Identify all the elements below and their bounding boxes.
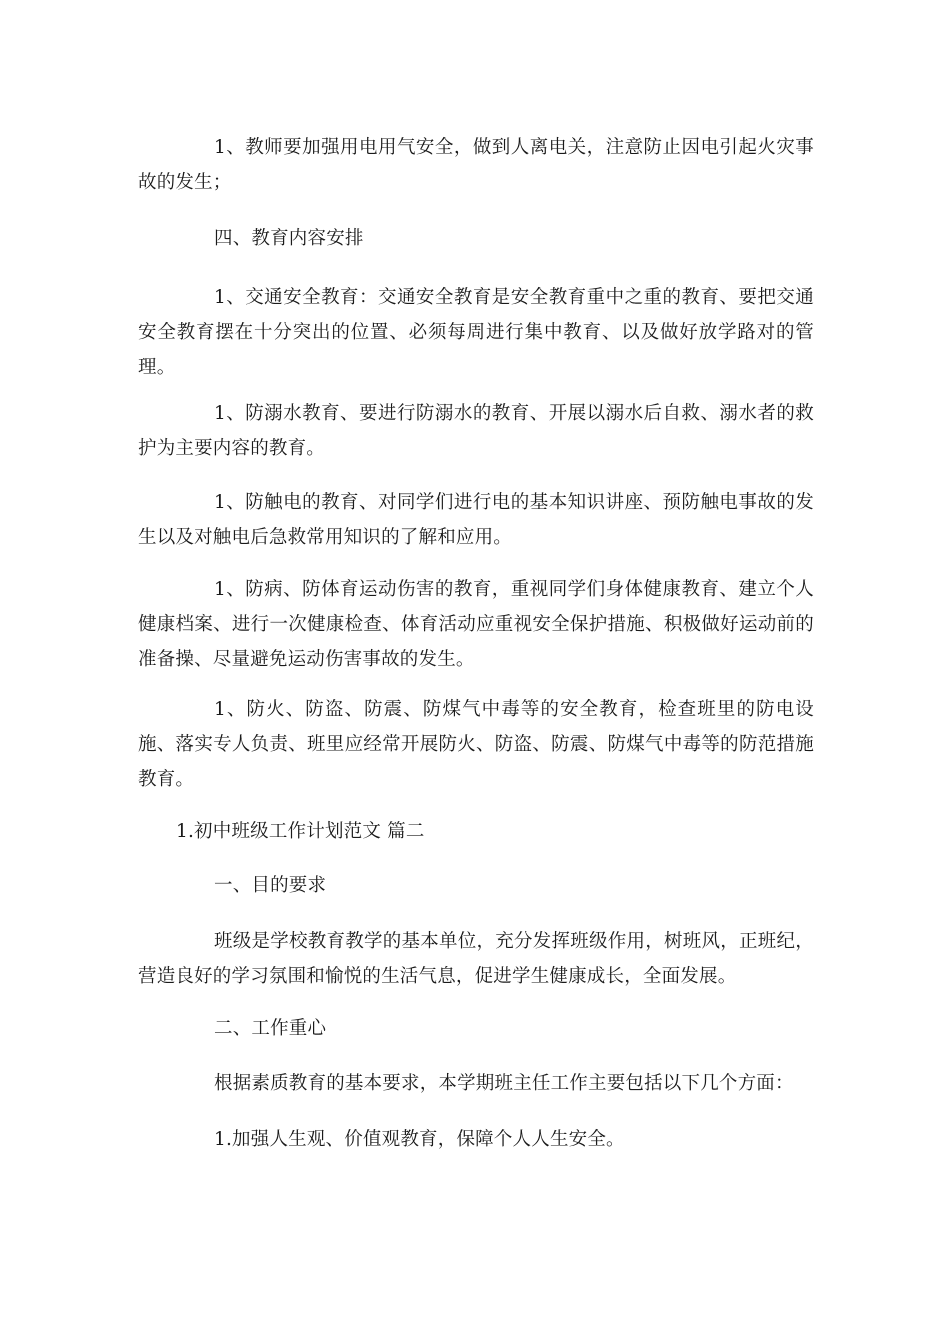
list-item-life-values: 1.加强人生观、价值观教育，保障个人人生安全。 bbox=[214, 1129, 625, 1150]
section-title-part-two: 1.初中班级工作计划范文 篇二 bbox=[176, 821, 425, 842]
paragraph-basic-requirements: 根据素质教育的基本要求，本学期班主任工作主要包括以下几个方面： bbox=[214, 1073, 794, 1094]
heading-objectives: 一、目的要求 bbox=[214, 875, 327, 896]
paragraph-electric-safety: 1、教师要加强用电用气安全，做到人离电关，注意防止因电引起火灾事故的发生； bbox=[138, 137, 814, 193]
paragraph-class-role: 班级是学校教育教学的基本单位，充分发挥班级作用，树班风，正班纪，营造良好的学习氛围和愉悦的生活气息，促进学生健康成长，全面发展。 bbox=[138, 931, 814, 987]
paragraph-anti-drowning: 1、防溺水教育、要进行防溺水的教育、开展以溺水后自救、溺水者的救护为主要内容的教育。 bbox=[138, 403, 814, 459]
heading-education-arrangement: 四、教育内容安排 bbox=[214, 228, 364, 249]
heading-work-focus: 二、工作重心 bbox=[214, 1018, 327, 1039]
paragraph-traffic-safety: 1、交通安全教育：交通安全教育是安全教育重中之重的教育、要把交通安全教育摆在十分突出的位置、必须每周进行集中教育、以及做好放学路对的管理。 bbox=[138, 287, 814, 378]
paragraph-sports-injury: 1、防病、防体育运动伤害的教育，重视同学们身体健康教育、建立个人健康档案、进行一次健康检查、体育活动应重视安全保护措施、积极做好运动前的准备操、尽量避免运动伤害事故的发生。 bbox=[138, 579, 814, 670]
paragraph-fire-theft-safety: 1、防火、防盗、防震、防煤气中毒等的安全教育，检查班里的防电设施、落实专人负责、班里应经常开展防火、防盗、防震、防煤气中毒等的防范措施教育。 bbox=[138, 699, 814, 790]
paragraph-anti-electrocution: 1、防触电的教育、对同学们进行电的基本知识讲座、预防触电事故的发生以及对触电后急救常用知识的了解和应用。 bbox=[138, 492, 814, 548]
